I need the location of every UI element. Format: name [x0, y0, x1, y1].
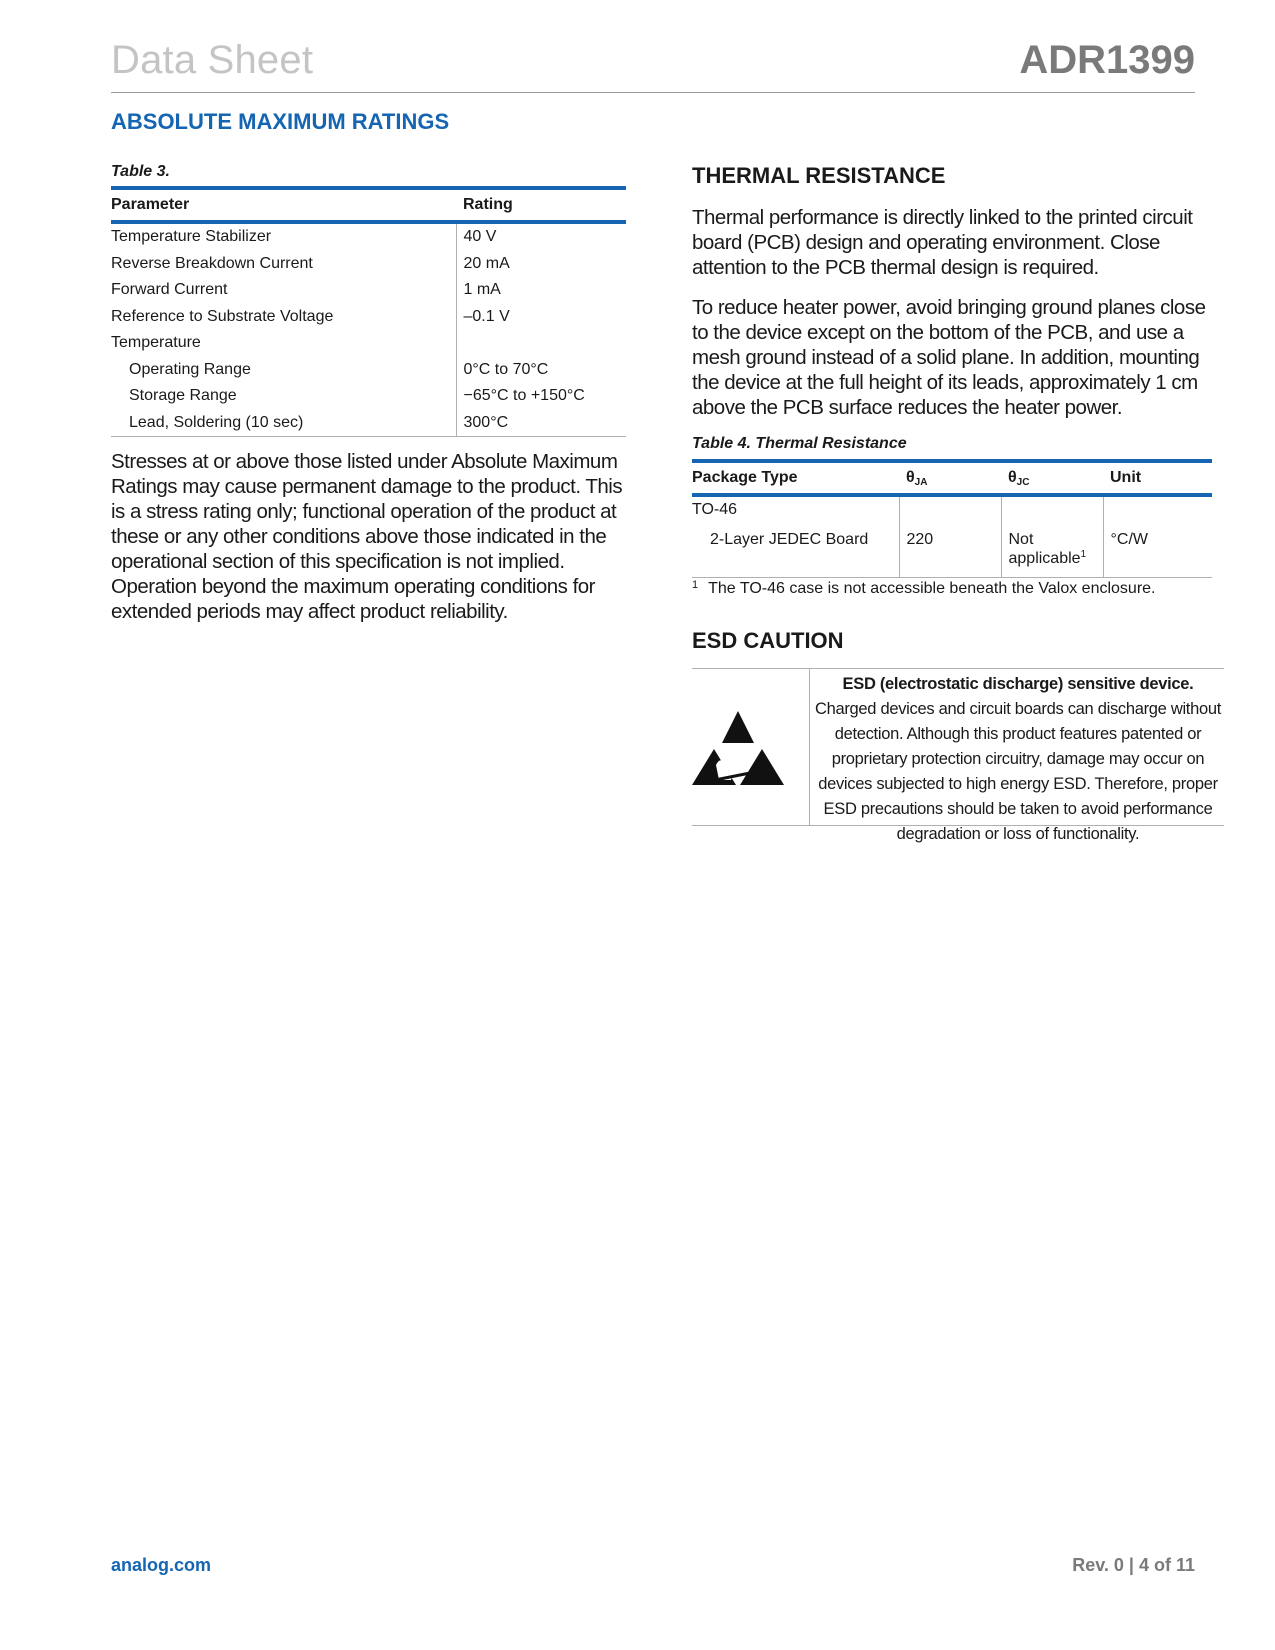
table-row	[111, 357, 626, 384]
table-header-row	[111, 188, 626, 222]
part-number-title: ADR1399	[1019, 38, 1195, 82]
table-row	[111, 330, 626, 357]
table-footnote: $^1$ The TO-46 case is not accessible beneath the Valox enclosure.	[692, 579, 1156, 597]
absolute-max-ratings-table	[111, 186, 626, 437]
parameter-cell: Operating Range	[129, 360, 251, 378]
unit-header: Unit	[1103, 461, 1212, 495]
document-type-label: Data Sheet	[111, 38, 314, 82]
package-name-cell: TO-46	[692, 501, 738, 518]
unit-cell: °C/W	[1103, 525, 1212, 578]
website-link[interactable]: analog.com	[111, 1555, 212, 1575]
rating-cell: –0.1 V	[456, 304, 626, 331]
theta-jc-header: $\theta_{JC}$	[1001, 461, 1103, 495]
parameter-header: Parameter	[111, 188, 456, 222]
stress-warning-paragraph: Stresses at or above those listed under Absolute Maximum Ratings may cause permanent damage to the product. This is a stress rating only; functional operation of the product at these or any other conditions above those indicated in the operational section of this specification is not implied. Operation beyond the maximum operating conditions for extended periods may affect product reliability.	[111, 450, 623, 623]
rating-header: Rating	[456, 188, 626, 222]
thermal-resistance-title: THERMAL RESISTANCE	[692, 163, 946, 188]
table-row	[111, 383, 626, 410]
board-cell: 2-Layer JEDEC Board	[692, 525, 899, 578]
parameter-cell: Reference to Substrate Voltage	[111, 307, 334, 325]
esd-caution-title: ESD CAUTION	[692, 628, 844, 653]
table-header-row	[692, 461, 1212, 495]
package-type-header: Package Type	[692, 461, 899, 495]
header-divider	[111, 92, 1195, 93]
table-row	[111, 222, 626, 251]
parameter-cell: Temperature Stabilizer	[111, 228, 272, 246]
table-row	[111, 304, 626, 331]
thermal-paragraph-2: To reduce heater power, avoid bringing ground planes close to the device except on the bottom of the PCB, and use a mesh ground instead of a solid plane. In addition, mounting the device at the full height of its leads, approximately 1 cm above the PCB surface reduces the heater power.	[692, 296, 1206, 419]
parameter-cell: Reverse Breakdown Current	[111, 254, 313, 272]
rating-cell: 20 mA	[456, 251, 626, 278]
esd-caution-box	[692, 668, 1224, 843]
theta-ja-header: $\theta_{JA}$	[899, 461, 1001, 495]
table4-caption: Table 4. Thermal Resistance	[692, 435, 907, 452]
table-row	[692, 495, 1212, 525]
esd-caution-text: ESD (electrostatic discharge) sensitive device. Charged devices and circuit boards can discharge without detection. Although this product features patented or proprietary protection circuitry, damage may occur on devices subjected to high energy ESD. Therefore, proper ESD precautions should be taken to avoid performance degradation or loss of functionality.	[814, 675, 1222, 843]
rating-cell: 1 mA	[456, 277, 626, 304]
rating-cell: 0°C to 70°C	[456, 357, 626, 384]
rating-cell: −65°C to +150°C	[456, 383, 626, 410]
thermal-resistance-table	[692, 459, 1212, 578]
parameter-cell: Lead, Soldering (10 sec)	[111, 410, 456, 437]
table-row	[111, 277, 626, 304]
theta-ja-cell: 220	[899, 525, 1001, 578]
rating-cell: 300°C	[456, 410, 626, 437]
esd-icon-cell	[692, 669, 810, 825]
revision-page-info: Rev. 0 | 4 of 11	[1072, 1555, 1195, 1575]
table3-caption: Table 3.	[111, 163, 170, 180]
section-title: ABSOLUTE MAXIMUM RATINGS	[111, 109, 450, 134]
rating-cell	[456, 330, 626, 357]
parameter-cell: Temperature	[111, 334, 201, 352]
table-row	[111, 251, 626, 278]
esd-warning-icon	[692, 705, 784, 787]
theta-jc-cell: Not applicable$^1$	[1001, 525, 1103, 578]
table-row	[111, 410, 626, 437]
thermal-paragraph-1: Thermal performance is directly linked to the printed circuit board (PCB) design and operating environment. Close attention to the PCB thermal design is required.	[692, 206, 1193, 279]
parameter-cell: Storage Range	[129, 387, 237, 405]
table-row	[692, 525, 1212, 578]
rating-cell: 40 V	[456, 222, 626, 251]
parameter-cell: Forward Current	[111, 281, 228, 299]
